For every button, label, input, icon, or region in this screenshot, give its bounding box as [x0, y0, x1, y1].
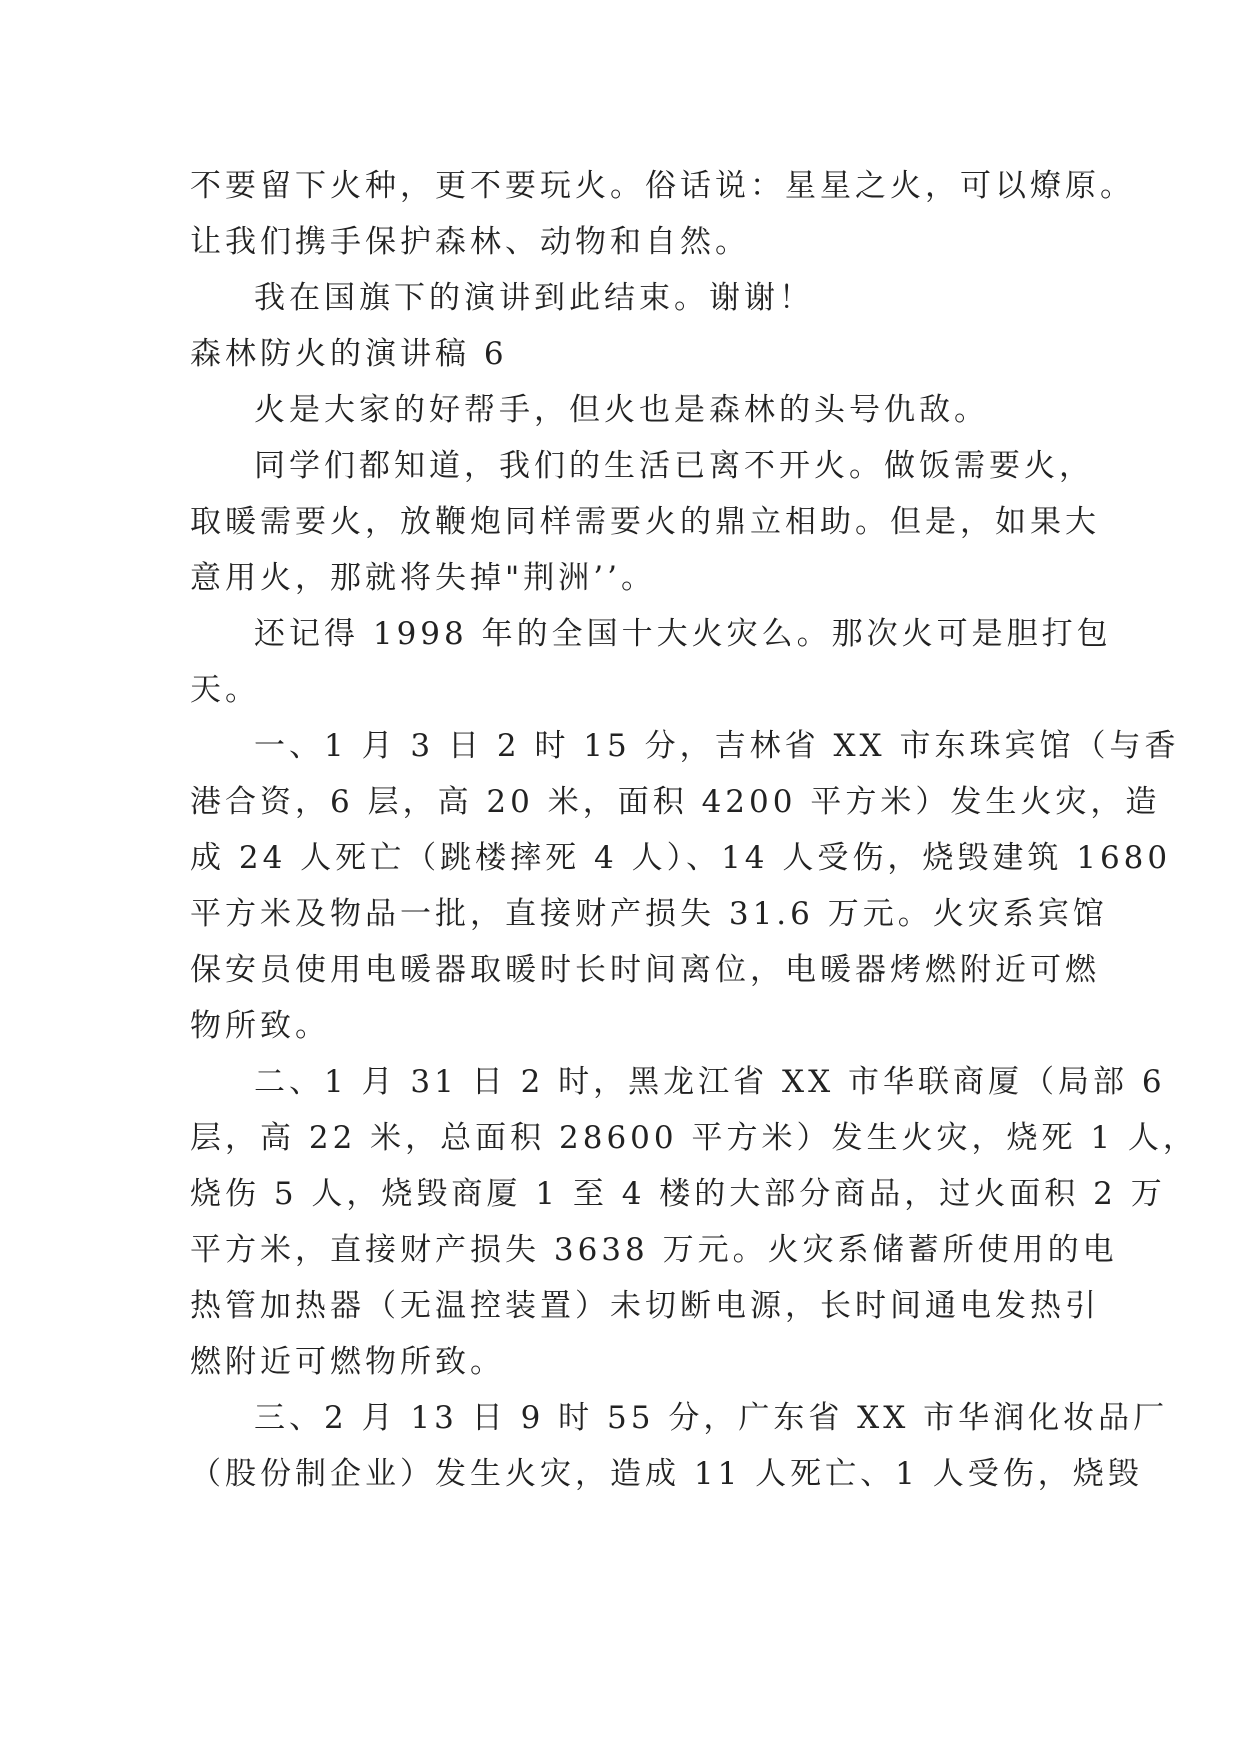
- paragraph-first-line: 一、1 月 3 日 2 时 15 分，吉林省 XX 市东珠宾馆（与香: [254, 728, 1180, 764]
- paragraph-line: 意用火，那就将失掉"荆洲’’。: [190, 560, 656, 596]
- paragraph-first-line: 同学们都知道，我们的生活已离不开火。做饭需要火，: [254, 448, 1094, 484]
- document-body: [190, 158, 1198, 1502]
- paragraph-line: 燃附近可燃物所致。: [190, 1344, 505, 1380]
- paragraph-first-line: 三、2 月 13 日 9 时 55 分，广东省 XX 市华润化妆品厂: [254, 1400, 1169, 1436]
- paragraph-line: 烧伤 5 人，烧毁商厦 1 至 4 楼的大部分商品，过火面积 2 万: [190, 1176, 1166, 1212]
- paragraph-line: 天。: [190, 672, 260, 708]
- paragraph-line: 取暖需要火，放鞭炮同样需要火的鼎立相助。但是，如果大: [190, 504, 1100, 540]
- paragraph-line: 成 24 人死亡（跳楼摔死 4 人）、14 人受伤，烧毁建筑 1680: [190, 840, 1172, 876]
- paragraph-line: 热管加热器（无温控装置）未切断电源，长时间通电发热引: [190, 1288, 1100, 1324]
- paragraph-first-line: 二、1 月 31 日 2 时，黑龙江省 XX 市华联商厦（局部 6: [254, 1064, 1166, 1100]
- paragraph-line: 森林防火的演讲稿 6: [190, 336, 508, 372]
- paragraph-line: 保安员使用电暖器取暖时长时间离位，电暖器烤燃附近可燃: [190, 952, 1100, 988]
- paragraph-line: 物所致。: [190, 1008, 330, 1044]
- paragraph-line: 层，高 22 米，总面积 28600 平方米）发生火灾，烧死 1 人，: [190, 1120, 1198, 1156]
- paragraph-first-line: 我在国旗下的演讲到此结束。谢谢！: [254, 280, 814, 316]
- paragraph-line: 让我们携手保护森林、动物和自然。: [190, 224, 750, 260]
- paragraph-first-line: 还记得 1998 年的全国十大火灾么。那次火可是胆打包: [254, 616, 1112, 652]
- paragraph-line: 不要留下火种，更不要玩火。俗话说：星星之火，可以燎原。: [190, 168, 1135, 204]
- paragraph-line: 平方米，直接财产损失 3638 万元。火灾系储蓄所使用的电: [190, 1232, 1118, 1268]
- paragraph-line: 平方米及物品一批，直接财产损失 31.6 万元。火灾系宾馆: [190, 896, 1108, 932]
- paragraph-line: 港合资，6 层，高 20 米，面积 4200 平方米）发生火灾，造: [190, 784, 1161, 820]
- paragraph-line: （股份制企业）发生火灾，造成 11 人死亡、1 人受伤，烧毁: [190, 1456, 1143, 1492]
- paragraph-first-line: 火是大家的好帮手，但火也是森林的头号仇敌。: [254, 392, 989, 428]
